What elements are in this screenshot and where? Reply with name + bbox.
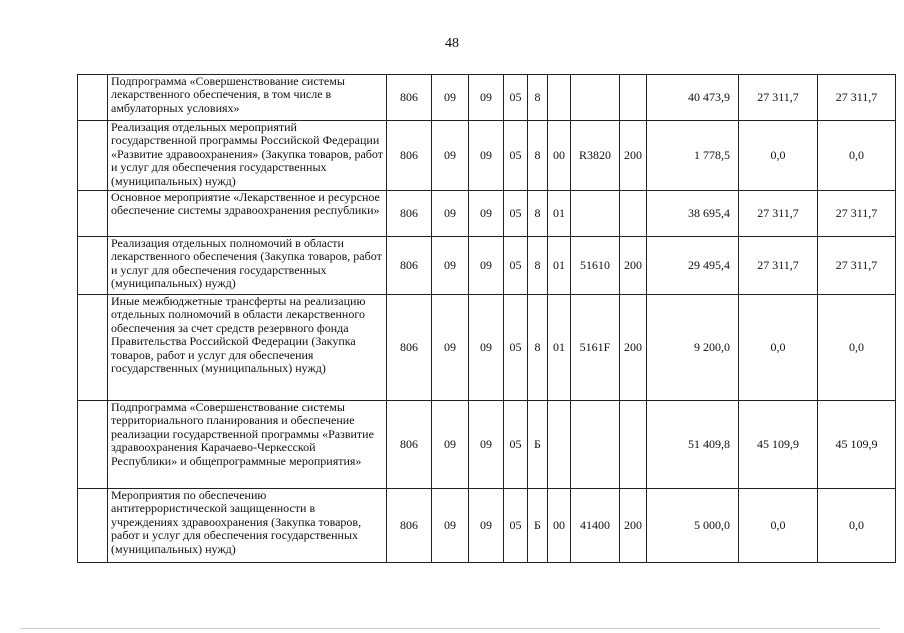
subsection-code-cell: 09 [469, 121, 504, 191]
expense-type-cell: 200 [620, 295, 647, 401]
direction-code-cell: 5161F [571, 295, 620, 401]
row-number-cell [78, 401, 108, 489]
amount-year3-cell: 0,0 [818, 121, 896, 191]
event-code-cell: 00 [548, 121, 571, 191]
amount-year2-cell: 27 311,7 [739, 237, 818, 295]
item-name-cell: Иные межбюджетные трансферты на реализацию отдельных полномочий в области лекарственного обеспечения за счет средств резервного фонда Правительства Российской Федерации (Закупка товаров, работ и услуг для обеспечения государственных (муниципальных) нужд) [108, 295, 387, 401]
section-code-cell: 09 [432, 191, 469, 237]
table-row [78, 489, 896, 563]
amount-year1-cell: 9 200,0 [647, 295, 739, 401]
event-code-cell [548, 401, 571, 489]
ministry-code-cell: 806 [387, 237, 432, 295]
table-row [78, 237, 896, 295]
item-name-cell: Реализация отдельных полномочий в области лекарственного обеспечения (Закупка товаров, работ и услуг для обеспечения государственных (муниципальных) нужд) [108, 237, 387, 295]
item-name-cell: Мероприятия по обеспечению антитеррористической защищенности в учреждениях здравоохранения (Закупка товаров, работ и услуг для обеспечения государственных (муниципальных) нужд) [108, 489, 387, 563]
section-code-cell: 09 [432, 121, 469, 191]
program-code-cell: 05 [504, 295, 528, 401]
amount-year2-cell: 0,0 [739, 121, 818, 191]
amount-year3-cell: 27 311,7 [818, 237, 896, 295]
expense-type-cell: 200 [620, 489, 647, 563]
section-code-cell: 09 [432, 75, 469, 121]
item-name-cell: Подпрограмма «Совершенствование системы лекарственного обеспечения, в том числе в амбулаторных условиях» [108, 75, 387, 121]
budget-table [77, 74, 896, 563]
direction-code-cell [571, 401, 620, 489]
subprogram-code-cell: Б [528, 401, 548, 489]
amount-year2-cell: 0,0 [739, 295, 818, 401]
page-number: 48 [445, 36, 459, 51]
expense-type-cell [620, 191, 647, 237]
subsection-code-cell: 09 [469, 401, 504, 489]
table-row [78, 75, 896, 121]
ministry-code-cell: 806 [387, 75, 432, 121]
subsection-code-cell: 09 [469, 75, 504, 121]
direction-code-cell [571, 75, 620, 121]
item-name-cell: Реализация отдельных мероприятий государственной программы Российской Федерации «Развитие здравоохранения» (Закупка товаров, работ и услуг для обеспечения государственных (муниципальных) нужд) [108, 121, 387, 191]
event-code-cell: 01 [548, 295, 571, 401]
program-code-cell: 05 [504, 489, 528, 563]
subsection-code-cell: 09 [469, 489, 504, 563]
ministry-code-cell: 806 [387, 489, 432, 563]
expense-type-cell: 200 [620, 121, 647, 191]
amount-year1-cell: 51 409,8 [647, 401, 739, 489]
ministry-code-cell: 806 [387, 121, 432, 191]
expense-type-cell [620, 75, 647, 121]
direction-code-cell [571, 191, 620, 237]
direction-code-cell: 41400 [571, 489, 620, 563]
table-row [78, 295, 896, 401]
program-code-cell: 05 [504, 237, 528, 295]
row-number-cell [78, 237, 108, 295]
row-number-cell [78, 295, 108, 401]
amount-year3-cell: 0,0 [818, 295, 896, 401]
section-code-cell: 09 [432, 237, 469, 295]
item-name-cell: Основное мероприятие «Лекарственное и ресурсное обеспечение системы здравоохранения республики» [108, 191, 387, 237]
amount-year3-cell: 27 311,7 [818, 75, 896, 121]
amount-year1-cell: 40 473,9 [647, 75, 739, 121]
subsection-code-cell: 09 [469, 237, 504, 295]
direction-code-cell: R3820 [571, 121, 620, 191]
amount-year2-cell: 27 311,7 [739, 75, 818, 121]
amount-year1-cell: 29 495,4 [647, 237, 739, 295]
program-code-cell: 05 [504, 401, 528, 489]
subprogram-code-cell: 8 [528, 75, 548, 121]
program-code-cell: 05 [504, 75, 528, 121]
expense-type-cell [620, 401, 647, 489]
program-code-cell: 05 [504, 191, 528, 237]
section-code-cell: 09 [432, 489, 469, 563]
ministry-code-cell: 806 [387, 295, 432, 401]
expense-type-cell: 200 [620, 237, 647, 295]
program-code-cell: 05 [504, 121, 528, 191]
subprogram-code-cell: 8 [528, 191, 548, 237]
table-row [78, 121, 896, 191]
page-bottom-edge [20, 628, 880, 629]
subprogram-code-cell: 8 [528, 121, 548, 191]
amount-year1-cell: 38 695,4 [647, 191, 739, 237]
amount-year3-cell: 27 311,7 [818, 191, 896, 237]
event-code-cell: 01 [548, 191, 571, 237]
row-number-cell [78, 121, 108, 191]
amount-year3-cell: 45 109,9 [818, 401, 896, 489]
amount-year3-cell: 0,0 [818, 489, 896, 563]
direction-code-cell: 51610 [571, 237, 620, 295]
subprogram-code-cell: 8 [528, 295, 548, 401]
event-code-cell: 00 [548, 489, 571, 563]
section-code-cell: 09 [432, 295, 469, 401]
event-code-cell: 01 [548, 237, 571, 295]
event-code-cell [548, 75, 571, 121]
subprogram-code-cell: 8 [528, 237, 548, 295]
ministry-code-cell: 806 [387, 191, 432, 237]
row-number-cell [78, 191, 108, 237]
subsection-code-cell: 09 [469, 191, 504, 237]
section-code-cell: 09 [432, 401, 469, 489]
table-row [78, 401, 896, 489]
amount-year1-cell: 1 778,5 [647, 121, 739, 191]
table-row [78, 191, 896, 237]
subsection-code-cell: 09 [469, 295, 504, 401]
subprogram-code-cell: Б [528, 489, 548, 563]
ministry-code-cell: 806 [387, 401, 432, 489]
amount-year1-cell: 5 000,0 [647, 489, 739, 563]
row-number-cell [78, 75, 108, 121]
amount-year2-cell: 0,0 [739, 489, 818, 563]
item-name-cell: Подпрограмма «Совершенствование системы территориального планирования и обеспечение реализации государственной программы «Развитие здравоохранения Карачаево-Черкесской Республики» и общепрограммные мероприятия» [108, 401, 387, 489]
amount-year2-cell: 45 109,9 [739, 401, 818, 489]
amount-year2-cell: 27 311,7 [739, 191, 818, 237]
row-number-cell [78, 489, 108, 563]
